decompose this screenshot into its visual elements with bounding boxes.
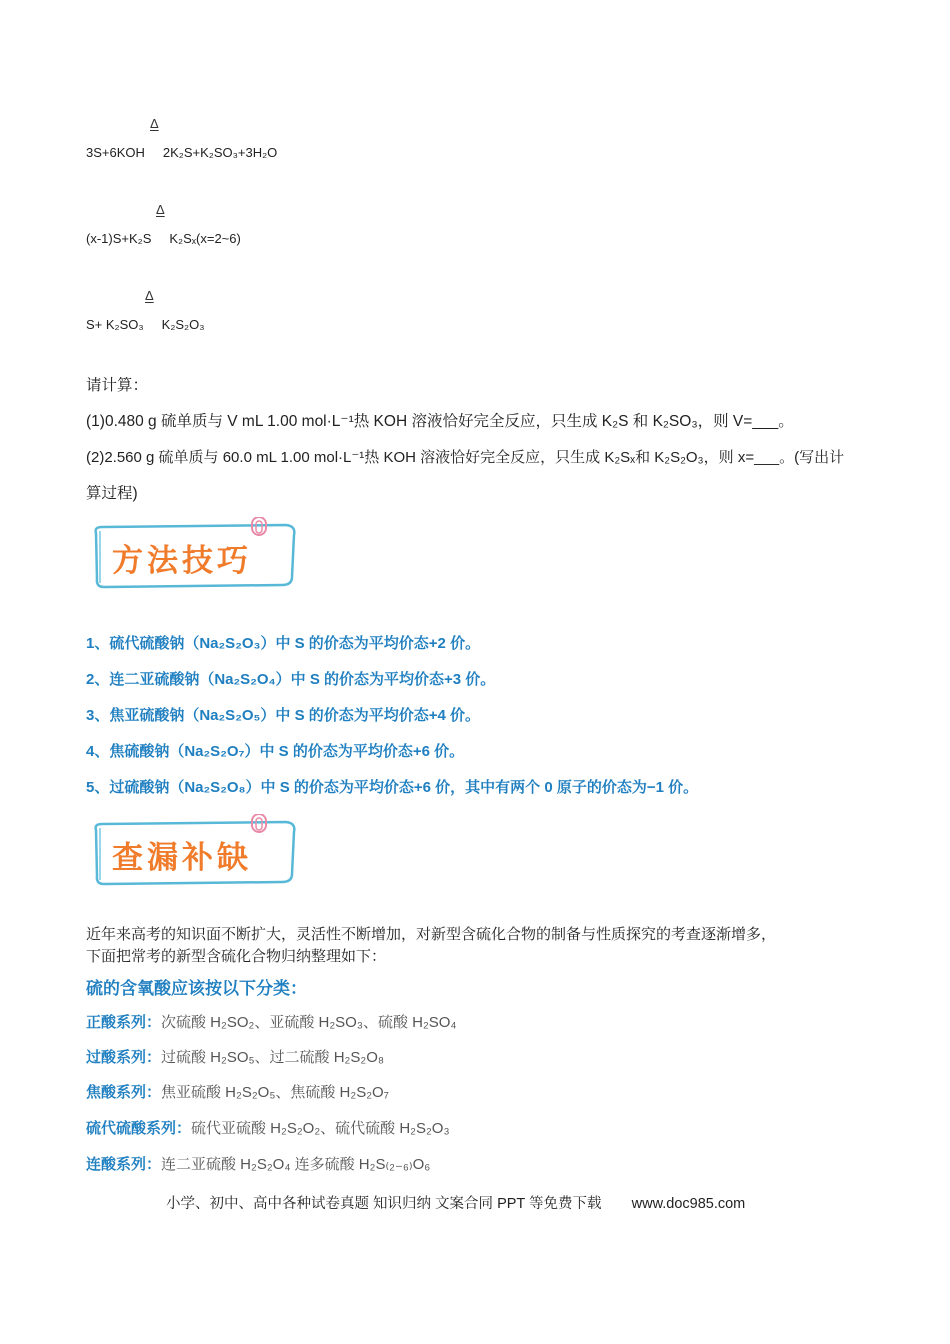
equation-lhs: S+ K₂SO₃ bbox=[86, 317, 144, 332]
category-row bbox=[86, 1081, 389, 1102]
category-label: 硫代硫酸系列： bbox=[86, 1120, 192, 1137]
category-label: 连酸系列： bbox=[86, 1156, 162, 1173]
category-text: 硫代亚硫酸 H₂S₂O₂、硫代硫酸 H₂S₂O₃ bbox=[191, 1120, 450, 1137]
delta-symbol: Δ bbox=[156, 202, 165, 217]
delta-symbol: Δ bbox=[145, 288, 154, 303]
footer-link[interactable]: www.doc985.com bbox=[631, 1196, 746, 1212]
question-1: (1)0.480 g 硫单质与 V mL 1.00 mol·L⁻¹热 KOH 溶液恰好完全反应，只生成 K₂S 和 K₂SO₃，则 V=___。 bbox=[86, 413, 794, 430]
intro-line-2: 下面把常考的新型含硫化合物归纳整理如下： bbox=[86, 948, 387, 965]
category-text: 过硫酸 H₂SO₅、过二硫酸 H₂S₂O₈ bbox=[161, 1049, 385, 1066]
category-text: 焦亚硫酸 H₂S₂O₅、焦硫酸 H₂S₂O₇ bbox=[161, 1084, 389, 1101]
tip-item: 5、过硫酸钠（Na₂S₂O₈）中 S 的价态为平均价态+6 价，其中有两个 0 原子的价态为−1 价。 bbox=[86, 779, 699, 796]
section-banner-gaps bbox=[90, 814, 302, 891]
equation-lhs: (x-1)S+K₂S bbox=[86, 231, 152, 246]
equation-2 bbox=[86, 231, 241, 246]
equation-rhs: K₂S₂O₃ bbox=[161, 317, 205, 332]
category-label: 过酸系列： bbox=[86, 1049, 162, 1066]
section-banner-methods bbox=[90, 517, 302, 594]
tip-item: 2、连二亚硫酸钠（Na₂S₂O₄）中 S 的价态为平均价态+3 价。 bbox=[86, 671, 496, 688]
category-row bbox=[86, 1153, 430, 1174]
category-row bbox=[86, 1011, 457, 1032]
question-intro: 请计算： bbox=[86, 377, 149, 394]
footer-text: 小学、初中、高中各种试卷真题 知识归纳 文案合同 PPT 等免费下载 bbox=[166, 1196, 602, 1212]
category-text: 连二亚硫酸 H₂S₂O₄ 连多硫酸 H₂S₍₂₋₆₎O₆ bbox=[161, 1156, 431, 1173]
banner-title: 方法技巧 bbox=[112, 543, 252, 579]
category-text: 次硫酸 H₂SO₂、亚硫酸 H₂SO₃、硫酸 H₂SO₄ bbox=[161, 1014, 457, 1031]
category-row bbox=[86, 1117, 450, 1138]
section-heading: 硫的含氧酸应该按以下分类： bbox=[86, 979, 307, 998]
equation-rhs: K₂Sₓ(x=2~6) bbox=[169, 231, 241, 246]
equation-rhs: 2K₂S+K₂SO₃+3H₂O bbox=[162, 145, 278, 160]
equation-3 bbox=[86, 317, 205, 332]
intro-line-1: 近年来高考的知识面不断扩大，灵活性不断增加，对新型含硫化合物的制备与性质探究的考查逐渐增多， bbox=[86, 926, 777, 943]
category-row bbox=[86, 1046, 384, 1067]
tip-item: 3、焦亚硫酸钠（Na₂S₂O₅）中 S 的价态为平均价态+4 价。 bbox=[86, 707, 481, 724]
delta-symbol: Δ bbox=[150, 116, 159, 131]
tip-item: 4、焦硫酸钠（Na₂S₂O₇）中 S 的价态为平均价态+6 价。 bbox=[86, 743, 465, 760]
question-2-cont: 算过程) bbox=[86, 485, 138, 502]
equation-lhs: 3S+6KOH bbox=[86, 145, 145, 160]
equation-1 bbox=[86, 145, 277, 160]
banner-title: 查漏补缺 bbox=[112, 840, 252, 876]
question-2: (2)2.560 g 硫单质与 60.0 mL 1.00 mol·L⁻¹热 KOH 溶液恰好完全反应，只生成 K₂Sₓ和 K₂S₂O₃，则 x=___。(写出计 bbox=[86, 449, 845, 466]
category-label: 焦酸系列： bbox=[86, 1084, 162, 1101]
page-footer bbox=[166, 1192, 745, 1213]
category-label: 正酸系列： bbox=[86, 1014, 162, 1031]
tip-item: 1、硫代硫酸钠（Na₂S₂O₃）中 S 的价态为平均价态+2 价。 bbox=[86, 635, 481, 652]
